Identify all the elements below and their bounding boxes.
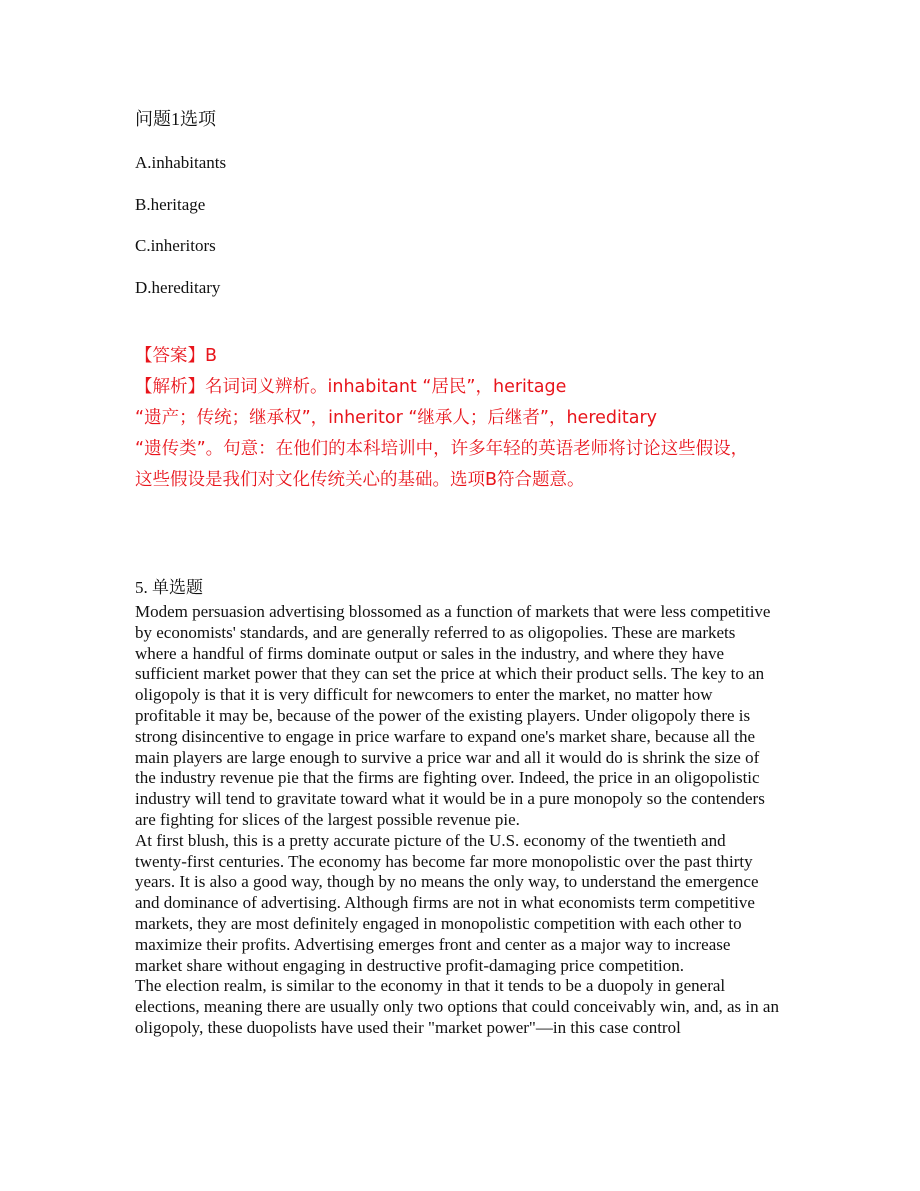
answer-block: [135, 343, 795, 498]
options-label: 问题1选项: [135, 109, 216, 129]
answer-line: 【答案】B: [135, 346, 218, 366]
analysis-line: 这些假设是我们对文化传统关心的基础。选项B符合题意。: [135, 470, 585, 490]
analysis-line: “遗产；传统；继承权”，inheritor “继承人；后继者”，hereditary: [135, 408, 657, 428]
passage-paragraph: Modem persuasion advertising blossomed as a function of markets that were less competitive by economists' standards, and are generally referred to as oligopolies. These are markets where a handful of firms dominate output or sales in the industry, and where they have sufficient market power that they can set the price at which their product sells. The key to an oligopoly is that it is very difficult for newcomers to enter the market, no matter how profitable it may be, because of the power of the existing players. Under oligopoly there is strong disincentive to engage in price warfare to expand one's market share, because all the main players are large enough to survive a price war and all it would do is shrink the size of the industry revenue pie that the firms are fighting over. Indeed, the price in an oligopolistic industry will tend to gravitate toward what it would be in a pure monopoly so the contenders are fighting for slices of the largest possible revenue pie.: [135, 602, 771, 829]
analysis-line: “遗传类”。句意：在他们的本科培训中，许多年轻的英语老师将讨论这些假设，: [135, 439, 749, 459]
option-c: C.inheritors: [135, 236, 216, 255]
question-5-heading: 5. 单选题: [135, 578, 203, 597]
reading-passage: [135, 602, 780, 1039]
passage-paragraph: The election realm, is similar to the economy in that it tends to be a duopoly in general elections, meaning there are usually only two options that could conceivably win, and, as in an oligopoly, these duopolists have used their "market power"—in this case control: [135, 976, 779, 1037]
passage-paragraph: At first blush, this is a pretty accurate picture of the U.S. economy of the twentieth and twenty-first centuries. The economy has become far more monopolistic over the past thirty years. It is also a good way, though by no means the only way, to understand the emergence and dominance of advertising. Although firms are not in what economists term competitive markets, they are most definitely engaged in monopolistic competition with each other to maximize their profits. Advertising emerges front and center as a major way to increase market share without engaging in destructive profit-damaging price competition.: [135, 830, 759, 975]
analysis-line: 【解析】名词词义辨析。inhabitant “居民”，heritage: [135, 377, 567, 397]
option-d: D.hereditary: [135, 278, 221, 297]
option-b: B.heritage: [135, 195, 206, 214]
option-a: A.inhabitants: [135, 153, 227, 172]
